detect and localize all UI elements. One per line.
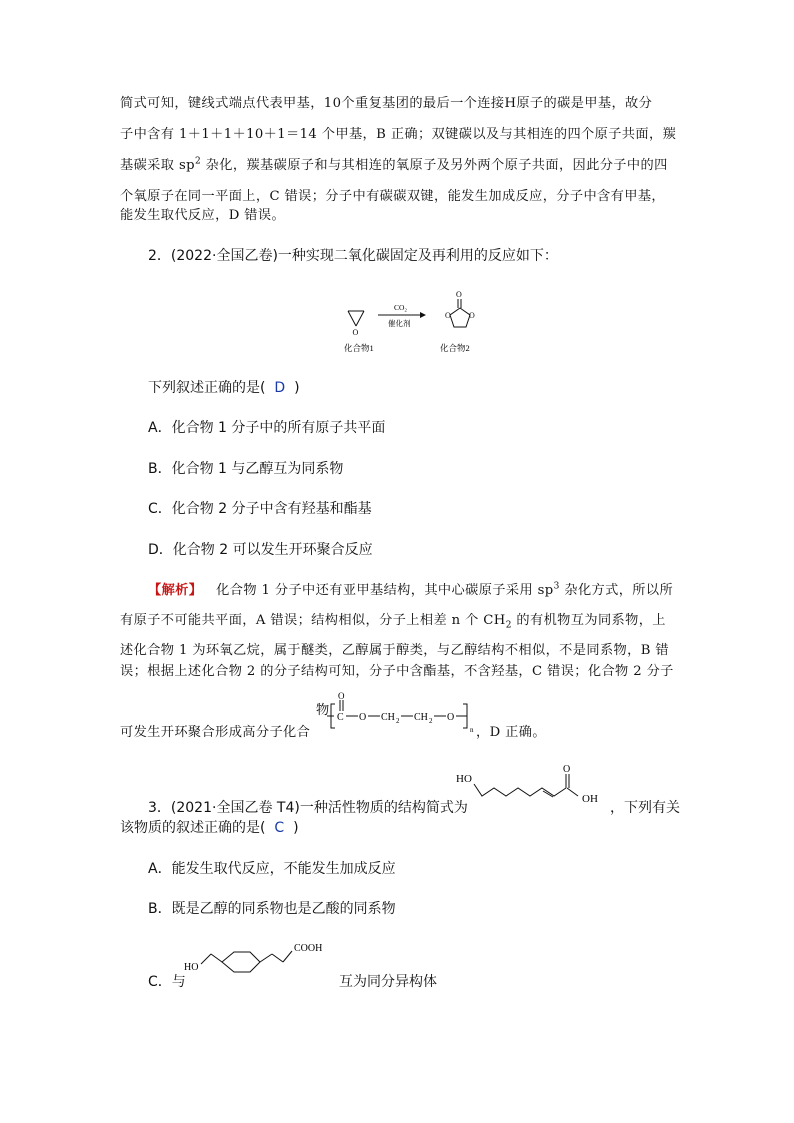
q3-option-c-post: 互为同分异构体 [339,974,437,990]
explanation-line-5: 能发生取代反应，D 错误。 [120,208,286,223]
q3-option-b: B．既是乙醇的同系物也是乙酸的同系物 [148,901,396,917]
q2-analysis-line-2: 有原子不可能共平面，A 错误；结构相似，分子上相差 n 个 $CH_2$ 的有机物互为同系物，上 [120,613,666,631]
svg-text:O: O [352,328,359,337]
q3-structure [456,762,606,810]
q3-option-c-structure [184,938,344,986]
q2-analysis-line-4: 误；根据上述化合物 2 的分子结构可知，分子中含酯基，不含羟基，C 错误；化合物 2 分子 [120,664,674,679]
q3-stem: 3．(2021·全国乙卷 T4)一种活性物质的结构简式为 [148,800,468,816]
svg-text:COOH: COOH [294,943,323,954]
q2-option-b: B．化合物 1 与乙醇互为同系物 [148,461,344,477]
svg-text:催化剂: 催化剂 [388,319,411,328]
q2-reaction-scheme [330,288,490,360]
analysis-tag: 【解析】 [148,583,203,598]
compound2-structure [445,290,475,327]
svg-text:O: O [447,712,455,723]
q2-option-d: D．化合物 2 可以发生开环聚合反应 [148,542,373,558]
svg-text:2: 2 [429,717,433,725]
svg-text:O: O [359,712,367,723]
q2-answer: D [274,380,286,396]
q3-ask: 该物质的叙述正确的是( C ) [120,820,299,836]
q2-stem: 2．(2022·全国乙卷)一种实现二氧化碳固定及再利用的反应如下： [148,248,558,264]
svg-text:C: C [337,712,344,723]
reaction-arrow [378,303,426,328]
svg-text:CO₂: CO₂ [394,303,408,312]
polymer-structure [326,690,496,738]
q3-stem-b: ，下列有关 [610,800,680,816]
explanation-line-3: 基碳采取 $sp^2$ 杂化，羰基碳原子和与其相连的氧原子及另外两个原子共面，因此分子中的四 [120,156,668,173]
svg-text:n: n [470,726,474,734]
svg-text:HO: HO [184,962,199,973]
svg-text:2: 2 [396,717,400,725]
svg-text:CH: CH [381,712,395,723]
svg-text:OH: OH [582,793,598,805]
q2-option-a: A．化合物 1 分子中的所有原子共平面 [148,420,386,436]
explanation-line-2: 子中含有 1＋1＋1＋10＋1＝14 个甲基，B 正确；双键碳以及与其相连的四个原子共面，羰 [120,127,677,142]
svg-text:HO: HO [456,773,472,785]
q3-option-a: A．能发生取代反应，不能发生加成反应 [148,861,396,877]
compound1-structure [348,311,364,337]
q2-analysis-line-5b: 物 [316,703,330,718]
q2-option-c: C．化合物 2 分子中含有羟基和酯基 [148,501,372,517]
q2-analysis-line-1: 【解析】 化合物 1 分子中还有亚甲基结构，其中心碳原子采用 $sp^3$ 杂化方式，所以所 [148,581,674,598]
compound2-label: 化合物2 [440,343,470,353]
svg-text:O: O [338,691,345,701]
q2-analysis-line-3: 述化合物 1 为环氧乙烷，属于醚类，乙醇属于醇类，与乙醇结构不相似，不是同系物，B 错 [120,643,669,658]
q2-analysis-line-5c: ，D 正确。 [476,725,546,740]
explanation-line-4: 个氧原子在同一平面上，C 错误；分子中有碳碳双键，能发生加成反应，分子中含有甲基， [120,189,665,204]
explanation-line-1: 简式可知，键线式端点代表甲基，10个重复基团的最后一个连接H原子的碳是甲基，故分 [120,96,653,111]
compound1-label: 化合物1 [344,343,374,353]
q2-analysis-line-5: 可发生开环聚合形成高分子化合 [120,725,311,740]
q3-option-c: C．与 [148,974,186,990]
svg-text:O: O [456,290,462,299]
svg-text:CH: CH [414,712,428,723]
svg-text:O: O [469,311,475,320]
svg-text:O: O [445,311,451,320]
svg-text:O: O [563,764,571,775]
q2-ask: 下列叙述正确的是( D ) [148,380,300,396]
q3-answer: C [274,820,285,836]
